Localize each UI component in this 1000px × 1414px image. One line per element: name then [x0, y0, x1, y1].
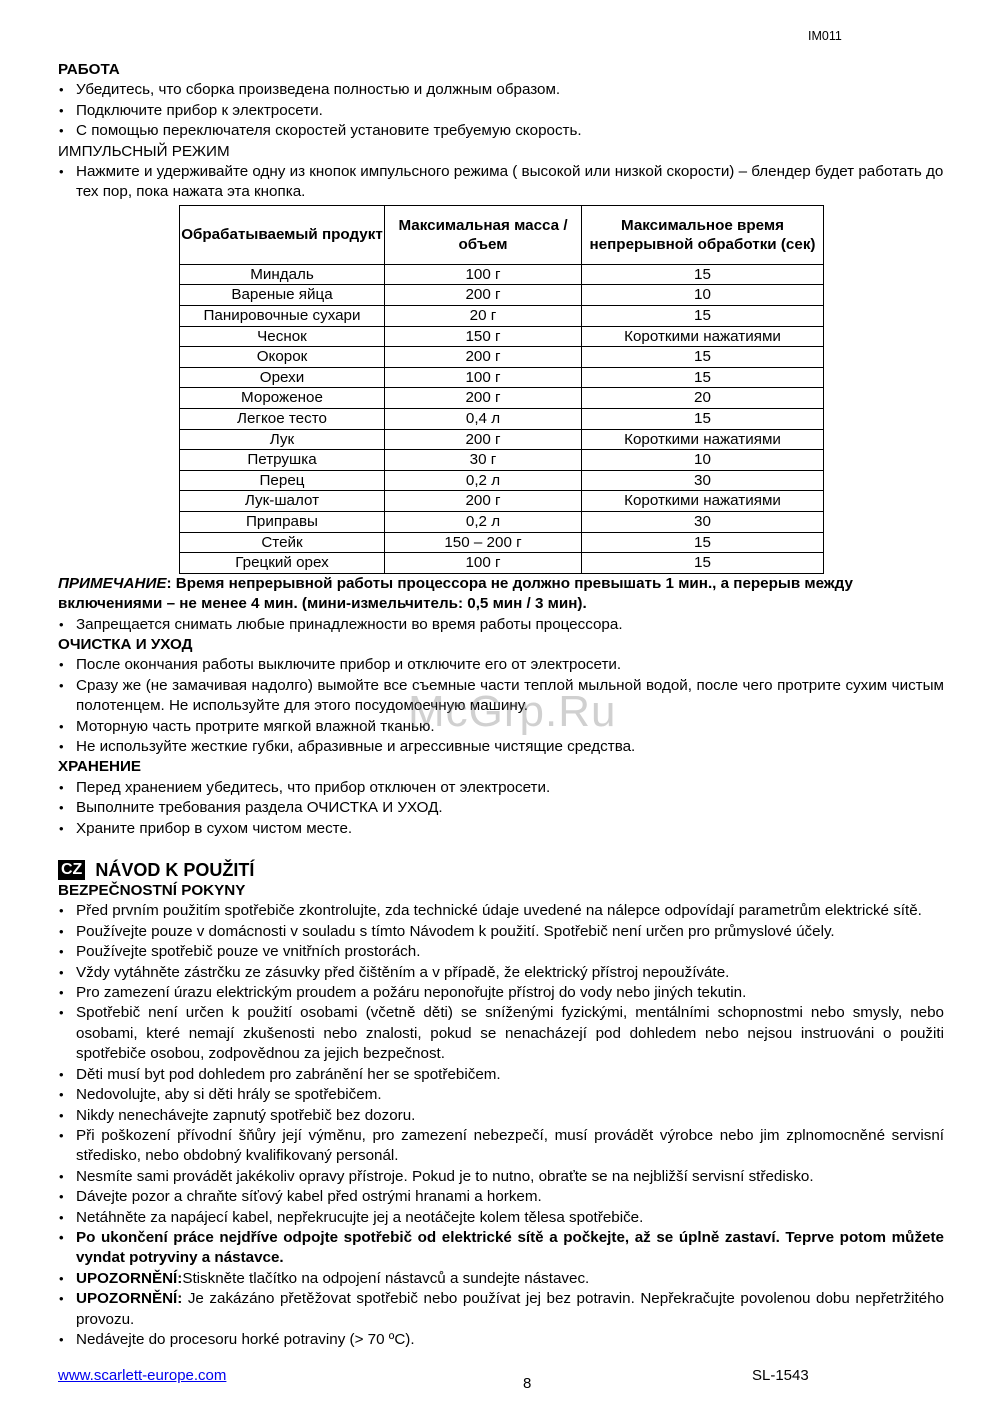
list-item: • Používejte spotřebič pouze ve vnitřních prostorách. — [58, 942, 944, 962]
language-badge: CZ — [58, 860, 85, 880]
cell-mass: 0,2 л — [385, 511, 582, 532]
cell-mass: 100 г — [385, 553, 582, 574]
table-row — [180, 532, 824, 553]
table-row — [180, 326, 824, 347]
document-code: IM011 — [808, 29, 842, 43]
cell-time: 20 — [582, 388, 824, 409]
cell-time: 15 — [582, 553, 824, 574]
list-item: • Не используйте жесткие губки, абразивные и агрессивные чистящие средства. — [58, 737, 944, 757]
cell-time: 10 — [582, 450, 824, 471]
list-item: • Před prvním použitím spotřebiče zkontrolujte, zda technické údaje uvedené na nálepce odpovídají parametrům elektrické sítě. — [58, 901, 944, 921]
section-title-work: РАБОТА — [58, 61, 120, 78]
table-row — [180, 429, 824, 450]
table-row — [180, 491, 824, 512]
list-item: • Перед хранением убедитесь, что прибор отключен от электросети. — [58, 778, 944, 798]
cell-product: Окорок — [180, 347, 385, 368]
table-row — [180, 470, 824, 491]
table-header-time: Максимальное время непрерывной обработки (сек) — [582, 205, 824, 264]
table-row — [180, 409, 824, 430]
list-item: • Děti musí byt pod dohledem pro zabránění her se spotřebičem. — [58, 1065, 944, 1085]
list-item: • Při poškození přívodní šňůry její výměnu, pro zamezení nebezpečí, musí provádět výrobce nebo jim zplnomocněné servisní středisko, nebo obdobný kvalifikovaný personál. — [58, 1126, 944, 1167]
list-item: • Выполните требования раздела ОЧИСТКА И УХОД. — [58, 798, 944, 818]
list-item: • Používejte pouze v domácnosti v souladu s tímto Návodem k použití. Spotřebič není určen pro průmyslové účely. — [58, 922, 944, 942]
table-header-product: Обрабатываемый продукт — [180, 205, 385, 264]
cell-product: Панировочные сухари — [180, 306, 385, 327]
warning-text: Je zakázáno přetěžovat spotřebič nebo používat jej bez potravin. Nepřekračujte povolenou dobu nepřetržitého provozu. — [76, 1290, 944, 1328]
note-text: : Время непрерывной работы процессора не должно превышать 1 мин., а перерыв между включениями – не менее 4 мин. (мини-измельчитель: 0,5 мин / 3 мин). — [58, 574, 853, 613]
section-title-pulse: ИМПУЛЬСНЫЙ РЕЖИМ — [58, 142, 230, 160]
note-list — [58, 615, 944, 635]
table-row — [180, 367, 824, 388]
list-item: • Nedávejte do procesoru horké potraviny (> 70 ºC). — [58, 1330, 944, 1350]
table-row — [180, 264, 824, 285]
cell-time: 15 — [582, 409, 824, 430]
table-row — [180, 388, 824, 409]
table-row — [180, 306, 824, 327]
cell-product: Орехи — [180, 367, 385, 388]
table-body — [180, 264, 824, 573]
table-row — [180, 553, 824, 574]
list-item: • Храните прибор в сухом чистом месте. — [58, 819, 944, 839]
list-item-bold: • Po ukončení práce nejdříve odpojte spotřebič od elektrické sítě a počkejte, až se úplně zastaví. Teprve potom můžete vyndat potryviny a nástavce. — [58, 1228, 944, 1269]
cell-time: Короткими нажатиями — [582, 491, 824, 512]
list-item: • Spotřebič není určen k použití osobami (včetně děti) se sníženými fyzickými, mentálními schopnostmi nebo smysly, nebo osobami, které nemají zkušenosti nebo znalosti, pokud se nenacházejí pod dohledem nebo nejsou instruováni o použiti spotřebiče osobou, zodpovědnou za jejich bezpečnost. — [58, 1003, 944, 1064]
cell-time: 15 — [582, 367, 824, 388]
list-item: • Nesmíte sami provádět jakékoliv opravy přístroje. Pokud je to nutno, obraťte se na nejbližší servisní středisko. — [58, 1167, 944, 1187]
list-item-warning — [58, 1289, 944, 1330]
cell-mass: 200 г — [385, 429, 582, 450]
cell-mass: 0,4 л — [385, 409, 582, 430]
warning-label: UPOZORNĚNÍ: — [76, 1290, 183, 1308]
cell-product: Грецкий орех — [180, 553, 385, 574]
cell-mass: 150 – 200 г — [385, 532, 582, 553]
website-link[interactable]: www.scarlett-europe.com — [58, 1367, 227, 1384]
warning-label: UPOZORNĚNÍ: — [76, 1269, 183, 1287]
list-item: • Убедитесь, что сборка произведена полностью и должным образом. — [58, 80, 944, 100]
cell-mass: 150 г — [385, 326, 582, 347]
cell-product: Стейк — [180, 532, 385, 553]
cell-mass: 0,2 л — [385, 470, 582, 491]
list-item: • После окончания работы выключите прибор и отключите его от электросети. — [58, 655, 944, 675]
list-item: • Pro zamezení úrazu elektrickým proudem a požáru neponořujte přístroj do vody nebo jiných tekutin. — [58, 983, 944, 1003]
table-row — [180, 285, 824, 306]
list-item: • Nedovolujte, aby si děti hrály se spotřebičem. — [58, 1085, 944, 1105]
list-item-warning — [58, 1269, 944, 1289]
cell-product: Чеснок — [180, 326, 385, 347]
list-item: • Моторную часть протрите мягкой влажной тканью. — [58, 717, 944, 737]
table-header-row — [180, 205, 824, 264]
cell-time: 15 — [582, 264, 824, 285]
list-item: • Нажмите и удерживайте одну из кнопок импульсного режима ( высокой или низкой скорости) – блендер будет работать до тех пор, пока нажата эта кнопка. — [58, 162, 944, 203]
list-item: • Vždy vytáhněte zástrčku ze zásuvky před čištěním a v případě, že elektrický přístroj nepoužíváte. — [58, 963, 944, 983]
table-row — [180, 347, 824, 368]
section-title-storage: ХРАНЕНИЕ — [58, 758, 142, 776]
section-title-safety: BEZPEČNOSTNÍ POKYNY — [58, 882, 246, 900]
cell-mass: 200 г — [385, 285, 582, 306]
table-row — [180, 511, 824, 532]
cell-product: Лук-шалот — [180, 491, 385, 512]
cell-mass: 20 г — [385, 306, 582, 327]
note — [58, 574, 944, 615]
list-item: • Netáhněte za napájecí kabel, nepřekrucujte jej a neotáčejte kolem tělesa spotřebiče. — [58, 1208, 944, 1228]
table-header-mass: Максимальная масса / объем — [385, 205, 582, 264]
pulse-list — [58, 162, 944, 203]
safety-list — [58, 901, 944, 1350]
page-number: 8 — [523, 1375, 532, 1392]
cell-product: Мороженое — [180, 388, 385, 409]
warning-text: Stiskněte tlačítko na odpojení nástavců a sundejte nástavec. — [182, 1269, 590, 1287]
cz-section-title — [58, 859, 944, 881]
list-item: • Nikdy nenechávejte zapnutý spotřebič bez dozoru. — [58, 1106, 944, 1126]
cell-time: 15 — [582, 306, 824, 327]
cell-mass: 200 г — [385, 491, 582, 512]
section-title-clean: ОЧИСТКА И УХОД — [58, 635, 193, 653]
cell-mass: 30 г — [385, 450, 582, 471]
list-item: • Подключите прибор к электросети. — [58, 101, 944, 121]
cz-title-text: NÁVOD K POUŽITÍ — [95, 860, 255, 881]
storage-list — [58, 778, 944, 839]
work-list — [58, 80, 944, 141]
model-number: SL-1543 — [752, 1367, 809, 1384]
cell-product: Перец — [180, 470, 385, 491]
note-label: ПРИМЕЧАНИЕ — [58, 574, 167, 592]
processing-table — [179, 205, 824, 574]
watermark: McGrp.Ru — [408, 687, 617, 736]
cell-time: 15 — [582, 532, 824, 553]
cell-time: 30 — [582, 511, 824, 532]
cell-product: Приправы — [180, 511, 385, 532]
cell-mass: 100 г — [385, 367, 582, 388]
cell-product: Легкое тесто — [180, 409, 385, 430]
cell-product: Вареные яйца — [180, 285, 385, 306]
cell-product: Миндаль — [180, 264, 385, 285]
table-row — [180, 450, 824, 471]
cell-product: Петрушка — [180, 450, 385, 471]
list-item: • Dávejte pozor a chraňte síťový kabel před ostrými hranami a horkem. — [58, 1187, 944, 1207]
cell-mass: 200 г — [385, 388, 582, 409]
list-item: • Запрещается снимать любые принадлежности во время работы процессора. — [58, 615, 944, 635]
cell-mass: 200 г — [385, 347, 582, 368]
cell-time: Короткими нажатиями — [582, 326, 824, 347]
cell-time: Короткими нажатиями — [582, 429, 824, 450]
cell-product: Лук — [180, 429, 385, 450]
list-item: • Сразу же (не замачивая надолго) вымойте все съемные части теплой мыльной водой, после чего протрите сухим чистым полотенцем. Не используйте для этого посудомоечную машину. — [58, 676, 944, 717]
list-item: • С помощью переключателя скоростей установите требуемую скорость. — [58, 121, 944, 141]
cell-time: 30 — [582, 470, 824, 491]
cell-time: 15 — [582, 347, 824, 368]
cell-time: 10 — [582, 285, 824, 306]
cell-mass: 100 г — [385, 264, 582, 285]
